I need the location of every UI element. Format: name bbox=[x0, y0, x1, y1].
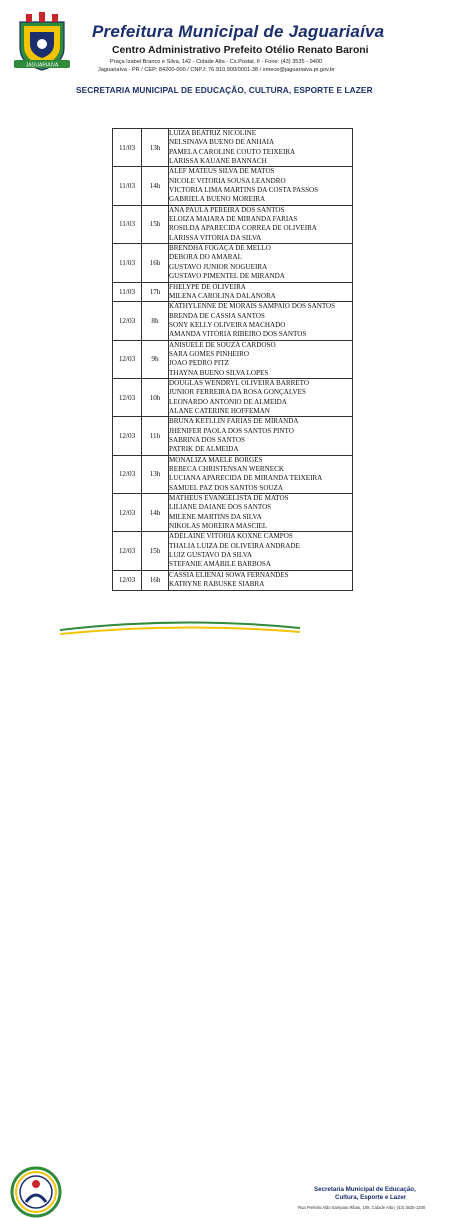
student-name: THAYNA BUENO SILVA LOPES bbox=[169, 368, 269, 377]
slot-hour: 10h bbox=[142, 378, 169, 416]
student-name: ALANE CATERINE HOFFEMAN bbox=[169, 406, 270, 415]
slot-hour: 16h bbox=[142, 244, 169, 282]
slot-names bbox=[169, 244, 353, 282]
student-name: GUSTAVO PIMENTEL DE MIRANDA bbox=[169, 272, 285, 281]
slot-date: 11/03 bbox=[113, 129, 142, 167]
slot-date: 12/03 bbox=[113, 455, 142, 493]
student-name: ADELAINE VITÓRIA KOXNE CAMPOS bbox=[169, 532, 293, 541]
student-name: BRUNA KETLLIN FARIAS DE MIRANDA bbox=[169, 417, 299, 426]
address-line-2: Jaguariaíva - PR / CEP: 84200-000 / CNPJ: 76.910.900/0001-38 / smece@jaguariaiva.pr.gov.br bbox=[98, 67, 335, 73]
footer-secretaria-line-2: Cultura, Esporte e Lazer bbox=[335, 1194, 407, 1201]
slot-date: 11/03 bbox=[113, 282, 142, 302]
student-name: LEONARDO ANTONIO DE ALMEIDA bbox=[169, 397, 287, 406]
slot-date: 11/03 bbox=[113, 244, 142, 282]
slot-date: 12/03 bbox=[113, 417, 142, 455]
page-title: Prefeitura Municipal de Jaguariaíva bbox=[92, 22, 385, 41]
table-row bbox=[113, 532, 353, 570]
student-name: DOUGLAS WENDRYL OLIVEIRA BARRETO bbox=[169, 378, 309, 387]
student-name: KATHYLENNE DE MORAIS SAMPAIO DOS SANTOS bbox=[169, 302, 336, 311]
student-name: MONALIZA MAELE BORGES bbox=[169, 455, 263, 464]
student-name: ALEF MATEUS SILVA DE MATOS bbox=[169, 167, 275, 176]
secretaria-heading: SECRETARIA MUNICIPAL DE EDUCAÇÃO, CULTURA, ESPORTE E LAZER bbox=[76, 85, 373, 95]
student-name: MILENE MARTINS DA SILVA bbox=[169, 512, 262, 521]
slot-names bbox=[169, 417, 353, 455]
slot-names bbox=[169, 532, 353, 570]
schedule-table bbox=[112, 128, 353, 591]
slot-names bbox=[169, 205, 353, 243]
student-name: PAMELA CAROLINE COUTO TEIXEIRA bbox=[169, 147, 296, 156]
student-name: MILENA CAROLINA DALANORA bbox=[169, 291, 276, 300]
slot-names bbox=[169, 494, 353, 532]
student-name: SARA GOMES PINHEIRO bbox=[169, 349, 250, 358]
student-name: SAMUEL PAZ DOS SANTOS SOUZA bbox=[169, 483, 284, 492]
student-name: LILIANE DAIANE DOS SANTOS bbox=[169, 503, 272, 512]
slot-date: 12/03 bbox=[113, 378, 142, 416]
slot-hour: 17h bbox=[142, 282, 169, 302]
slot-names bbox=[169, 129, 353, 167]
student-name: LARISSA KAUANE BANNACH bbox=[169, 157, 267, 166]
student-name: LUCIANA APARECIDA DE MIRANDA TEIXEIRA bbox=[169, 474, 323, 483]
page-header bbox=[0, 0, 452, 110]
footer-wave-decoration bbox=[60, 608, 300, 640]
slot-hour: 9h bbox=[142, 340, 169, 378]
slot-hour: 14h bbox=[142, 494, 169, 532]
table-row bbox=[113, 455, 353, 493]
student-name: VICTÓRIA LIMA MARTINS DA COSTA PASSOS bbox=[169, 186, 319, 195]
schedule-table-body bbox=[113, 129, 353, 591]
student-name: BRENDA DE CASSIA SANTOS bbox=[169, 311, 265, 320]
student-name: ROSILDA APARECIDA CORREA DE OLIVEIRA bbox=[169, 224, 317, 233]
address-line-1: Praça Izabel Branco e Silva, 142 - Cidade Alta - Cx.Postal. II - Fone: (43) 3535 - 9400 bbox=[110, 59, 323, 65]
table-row bbox=[113, 244, 353, 282]
student-name: NICOLE VITORIA SOUSA LEANDRO bbox=[169, 176, 286, 185]
table-row bbox=[113, 205, 353, 243]
student-name: JOAO PEDRO PITZ bbox=[169, 359, 229, 368]
slot-date: 12/03 bbox=[113, 340, 142, 378]
slot-names bbox=[169, 282, 353, 302]
slot-date: 12/03 bbox=[113, 532, 142, 570]
slot-hour: 15h bbox=[142, 205, 169, 243]
table-row bbox=[113, 129, 353, 167]
student-name: LARISSA VITÓRIA DA SILVA bbox=[169, 233, 262, 242]
table-row bbox=[113, 417, 353, 455]
page-subtitle: Centro Administrativo Prefeito Otélio Renato Baroni bbox=[112, 45, 369, 56]
slot-names bbox=[169, 340, 353, 378]
table-row bbox=[113, 340, 353, 378]
slot-date: 12/03 bbox=[113, 302, 142, 340]
student-name: BRENDHA FOGAÇA DE MELLO bbox=[169, 244, 271, 253]
slot-hour: 16h bbox=[142, 570, 169, 590]
student-name: MATHEUS EVANGELISTA DE MATOS bbox=[169, 494, 289, 503]
slot-names bbox=[169, 302, 353, 340]
student-name: GABRIELA BUENO MOREIRA bbox=[169, 195, 266, 204]
student-name: NELSINAVA BUENO DE ANHAIA bbox=[169, 138, 275, 147]
slot-date: 11/03 bbox=[113, 205, 142, 243]
table-row bbox=[113, 302, 353, 340]
table-row bbox=[113, 494, 353, 532]
slot-hour: 14h bbox=[142, 167, 169, 205]
slot-names bbox=[169, 167, 353, 205]
table-row bbox=[113, 378, 353, 416]
student-name: LUIZ GUSTAVO DA SILVA bbox=[169, 551, 253, 560]
slot-date: 12/03 bbox=[113, 570, 142, 590]
student-name: JUNIOR FERREIRA DA ROSA GONÇALVES bbox=[169, 388, 306, 397]
student-name: SONY KELLY OLIVEIRA MACHADO bbox=[169, 320, 286, 329]
student-name: AMANDA VITÓRIA RIBEIRO DOS SANTOS bbox=[169, 330, 307, 339]
footer-secretaria-line-1: Secretaria Municipal de Educação, bbox=[314, 1186, 416, 1193]
student-name: LUIZA BEATRIZ NICOLINE bbox=[169, 129, 257, 137]
student-name: ELOIZA MAIARA DE MIRANDA FARIAS bbox=[169, 215, 298, 224]
student-name: STEFANIE AMÁBILE BARBOSA bbox=[169, 560, 271, 569]
student-name: NIKOLAS MOREIRA MASCIEL bbox=[169, 522, 268, 531]
slot-hour: 15h bbox=[142, 532, 169, 570]
student-name: REBECA CHRISTENSAN WERNECK bbox=[169, 465, 284, 474]
student-name: ANA PAULA PEREIRA DOS SANTOS bbox=[169, 205, 285, 214]
slot-names bbox=[169, 455, 353, 493]
student-name: SABRINA DOS SANTOS bbox=[169, 436, 245, 444]
student-name: KATRYNE RABUSKE SIABRA bbox=[169, 580, 265, 589]
page-footer bbox=[0, 580, 452, 1210]
student-name: GUSTAVO JUNIOR NOGUEIRA bbox=[169, 262, 268, 271]
education-logo-icon bbox=[10, 1166, 62, 1218]
footer-address: Rua Prefeito Aldo Sampaio Ribas, 108, Cidade Alta | (43) 3535-1200 bbox=[298, 1205, 426, 1210]
slot-date: 12/03 bbox=[113, 494, 142, 532]
slot-date: 11/03 bbox=[113, 167, 142, 205]
slot-hour: 11h bbox=[142, 417, 169, 455]
student-name: DEBORA DO AMARAL bbox=[169, 253, 242, 262]
table-row bbox=[113, 282, 353, 302]
slot-names bbox=[169, 378, 353, 416]
student-name: JHENIFER PAOLA DOS SANTOS PINTO bbox=[169, 426, 294, 435]
crest-label: JAGUARIAÍVA bbox=[25, 62, 59, 69]
slot-hour: 13h bbox=[142, 455, 169, 493]
student-name: PATRIK DE ALMEIDA bbox=[169, 445, 239, 454]
student-name: CASSIA ELIENAI SOWA FERNANDES bbox=[169, 570, 289, 579]
municipal-crest-icon bbox=[12, 10, 72, 72]
table-row bbox=[113, 167, 353, 205]
student-name: FHELYPE DE OLIVEIRA bbox=[169, 282, 246, 291]
slot-hour: 13h bbox=[142, 129, 169, 167]
student-name: ANISUELE DE SOUZA CARDOSO bbox=[169, 340, 276, 349]
slot-hour: 8h bbox=[142, 302, 169, 340]
student-name: THALIA LUIZA DE OLIVEIRA ANDRADE bbox=[169, 541, 300, 550]
